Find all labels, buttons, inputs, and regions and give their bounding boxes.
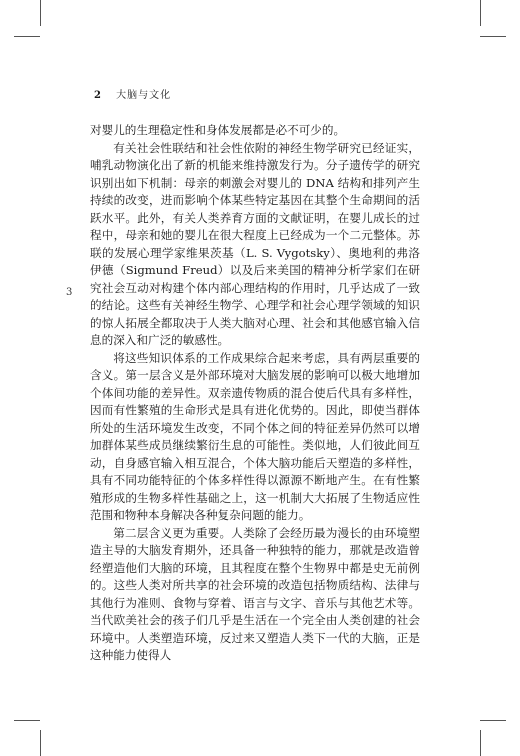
- crop-mark: [480, 730, 481, 756]
- page-number: 2: [94, 90, 102, 101]
- crop-mark: [480, 720, 506, 721]
- paragraph: 第二层含义更为重要。人类除了会经历最为漫长的由环境塑造主导的大脑发育期外，还具备一种独特的能力，那就是改造曾经塑造他们大脑的环境，且其程度在整个生物界中都是史无前例的。这些人类对所共享的社会环境的改造包括物质结构、法律与其他行为准则、食物与穿着、语言与文字、音乐与其他艺术等。当代欧美社会的孩子们几乎是生活在一个完全由人类创建的社会环境中。人类塑造环境，反过来又塑造人类下一代的大脑，正是这种能力使得人: [90, 525, 420, 662]
- crop-mark: [480, 36, 506, 37]
- body-text: [90, 122, 420, 665]
- paragraph: 有关社会性联结和社会性依附的神经生物学研究已经证实，哺乳动物演化出了新的机能来维持激发行为。分子遗传学的研究识别出如下机制：母亲的刺激会对婴儿的 DNA 结构和排列产生持续的改变，进而影响个体某些特定基因在其整个生命期间的活跃水平。此外，有关人类养育方面的文献证明，在婴儿成长的过程中，母亲和她的婴儿在很大程度上已经成为一个二元整体。苏联的发展心理学家维果茨基（L. S. Vygotsky）、奥地利的弗洛伊德（Sigmund Freud）以及后来美国的精神分析学家们在研究社会互动对构建个体内部心理结构的作用时，几乎达成了一致的结论。这些有关神经生物学、心理学和社会心理学领域的知识的惊人拓展全都取决于人类大脑对心理、社会和其他感官输入信息的深入和广泛的敏感性。: [90, 140, 420, 347]
- crop-mark: [40, 0, 41, 26]
- paragraph: 将这些知识体系的工作成果综合起来考虑，具有两层重要的含义。第一层含义是外部环境对大脑发展的影响可以极大地增加个体间功能的差异性。双亲遗传物质的混合使后代具有多样性，因而有性繁殖的生命形式是具有进化优势的。因此，即使当群体所处的生活环境发生改变，不同个体之间的特征差异仍然可以增加群体某些成员继续繁衍生息的可能性。类似地，人们彼此间互动，自身感官输入相互混合，个体大脑功能后天塑造的多样性，具有不同功能特征的个体多样性得以源源不断地产生。在有性繁殖形成的生物多样性基础之上，这一机制大大拓展了生物适应性范围和物种本身解决各种复杂问题的能力。: [90, 350, 420, 522]
- crop-mark: [14, 36, 40, 37]
- running-title: 大脑与文化: [116, 90, 172, 101]
- paragraph: 对婴儿的生理稳定性和身体发展都是必不可少的。: [90, 123, 346, 137]
- crop-mark: [14, 720, 40, 721]
- running-header: [94, 86, 171, 101]
- crop-mark: [40, 730, 41, 756]
- margin-page-number: 3: [66, 287, 73, 298]
- crop-mark: [480, 0, 481, 26]
